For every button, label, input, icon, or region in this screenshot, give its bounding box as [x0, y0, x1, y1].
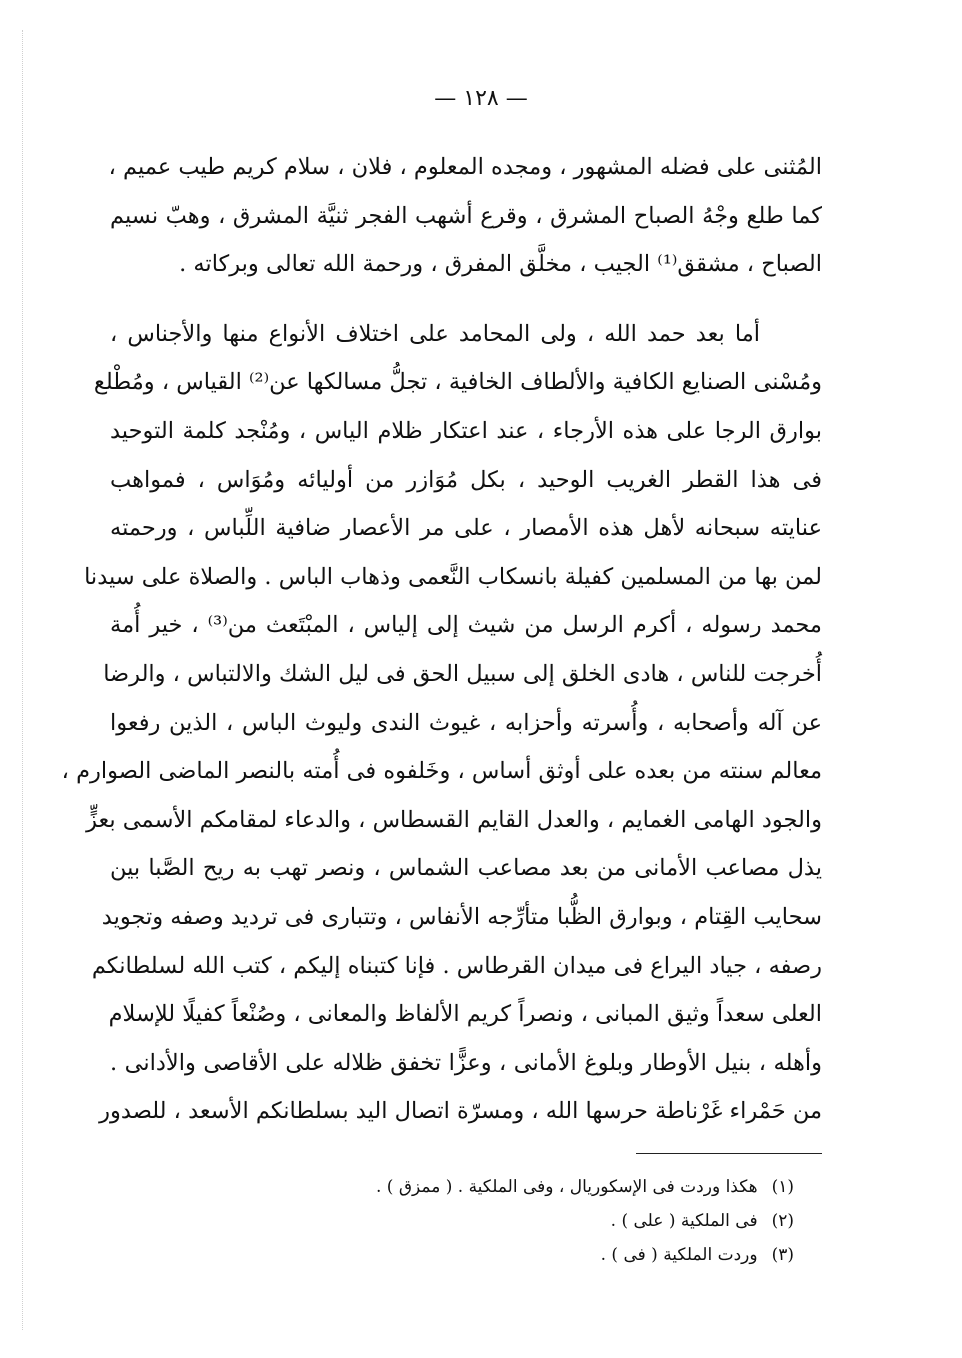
- text-line: ومُسْنى الصنايع الكافية والألطاف الخافية ، تجلُّ مسالكها عن⁽²⁾ القياس ، ومُطْلع: [93, 369, 822, 396]
- text-line: أُخرجت للناس ، هادى الخلق إلى سبيل الحق فى ليل الشك والالتباس ، والرضا: [103, 660, 822, 687]
- text-line: الصباح ، مشقق⁽¹⁾ الجيب ، مخلَّق المفرق ، ورحمة الله تعالى وبركاته .: [179, 251, 822, 278]
- footnote-2: [194, 1204, 794, 1238]
- text-line: لمن بها من المسلمين كفيلة بانسكاب النَّعمى وذهاب الباس . والصلاة على سيدنا: [84, 563, 822, 590]
- text-line: محمد رسوله ، أكرم الرسل من شيث إلى إلياس ، المبْتَعث من⁽³⁾ ، خير أُمة: [110, 612, 822, 639]
- page-edge-mark: [22, 30, 25, 1330]
- text-line: وأهله ، بنيل الأوطار وبلوغ الأمانى ، وعزًّا تخفق ظلاله على الأقاصى والأدانى .: [110, 1049, 822, 1076]
- page-number: — ١٢٨ —: [434, 86, 528, 111]
- text-line: العلى سعداً وثيق المبانى ، ونصراً كريم الألفاظ والمعانى ، وصُنْعاً كفيلًا للإسلام: [108, 1001, 822, 1028]
- text-line: يذل مصاعب الأمانى من بعد مصاعب الشماس ، ونصر تهب به ريح الصَّبا بين: [110, 855, 822, 882]
- text-line: معالم سنته من بعده على أوثق أساس ، وخَلفوه فى أُمته بالنصر الماضى الصوارم ،: [61, 758, 822, 785]
- text-line: سحايب القِتام ، وبوارق الظُّبا متأرِّجه الأنفاس ، وتتبارى فى ترديد وصفه وتجويد: [101, 903, 822, 930]
- text-line: أما بعد حمد الله ، ولى المحامد على اختلاف الأنواع منها والأجناس ،: [110, 320, 760, 347]
- text-line: عن آله وأصحابه ، وأُسرته وأحزابه ، غيوث الندى وليوث الباس ، الذين رفعوا: [110, 709, 822, 736]
- text-line: بوارق الرجا على هذه الأرجاء ، عند اعتكار ظلام الياس ، ومُنْجد كلمة التوحيد: [110, 417, 822, 444]
- text-line: عنايته سبحانه لأهل هذه الأمصار ، على مر الأعصار ضافية اللِّباس ، ورحمته: [110, 515, 822, 542]
- footnote-number: (١): [771, 1177, 794, 1197]
- footnote-divider: [636, 1153, 822, 1154]
- footnote-number: (٣): [771, 1245, 794, 1265]
- footnote-number: (٢): [771, 1211, 794, 1231]
- text-line: المُثنى على فضله المشهور ، ومجده المعلوم ، فلان ، سلام كريم طيب عميم ،: [108, 154, 822, 180]
- footnote-1: [194, 1170, 794, 1204]
- footnote-text: هكذا وردت فى الإسكوريال ، وفى الملكية . ( ممزق ) .: [375, 1177, 758, 1197]
- text-line: فى هذا القطر الغريب الوحيد ، بكل مُوَازر من أوليائه ومُوَاس ، فمواهب: [110, 466, 822, 493]
- text-line: والجود الهامى الغمايم ، والعدل القايم القسطاس ، والدعاء لمقامكم الأسمى بعزٍّ: [86, 806, 822, 833]
- text-line: من حَمْراء غَرْناطة حرسها الله ، ومسرّة اتصال اليد بسلطانكم الأسعد ، للصدور: [99, 1098, 822, 1125]
- paragraph-salutation: [110, 143, 822, 289]
- footnote-text: وردت الملكية ( فى ) .: [600, 1245, 758, 1265]
- main-text: [61, 143, 822, 1136]
- text-line: رصفه ، جياد اليراع فى ميدان القرطاس . فإنا كتبناه إليكم ، كتب الله لسلطانكم: [91, 952, 822, 979]
- text-line: كما طلع وجْهُ الصباح المشرق ، وقرع أشهب الفجر ثنيَّة المشرق ، وهبّ نسيم: [110, 202, 822, 229]
- footnotes: [194, 1170, 794, 1272]
- footnote-text: فى الملكية ( على ) .: [610, 1211, 758, 1231]
- paragraph-body: [61, 310, 822, 1136]
- footnote-3: [194, 1238, 794, 1272]
